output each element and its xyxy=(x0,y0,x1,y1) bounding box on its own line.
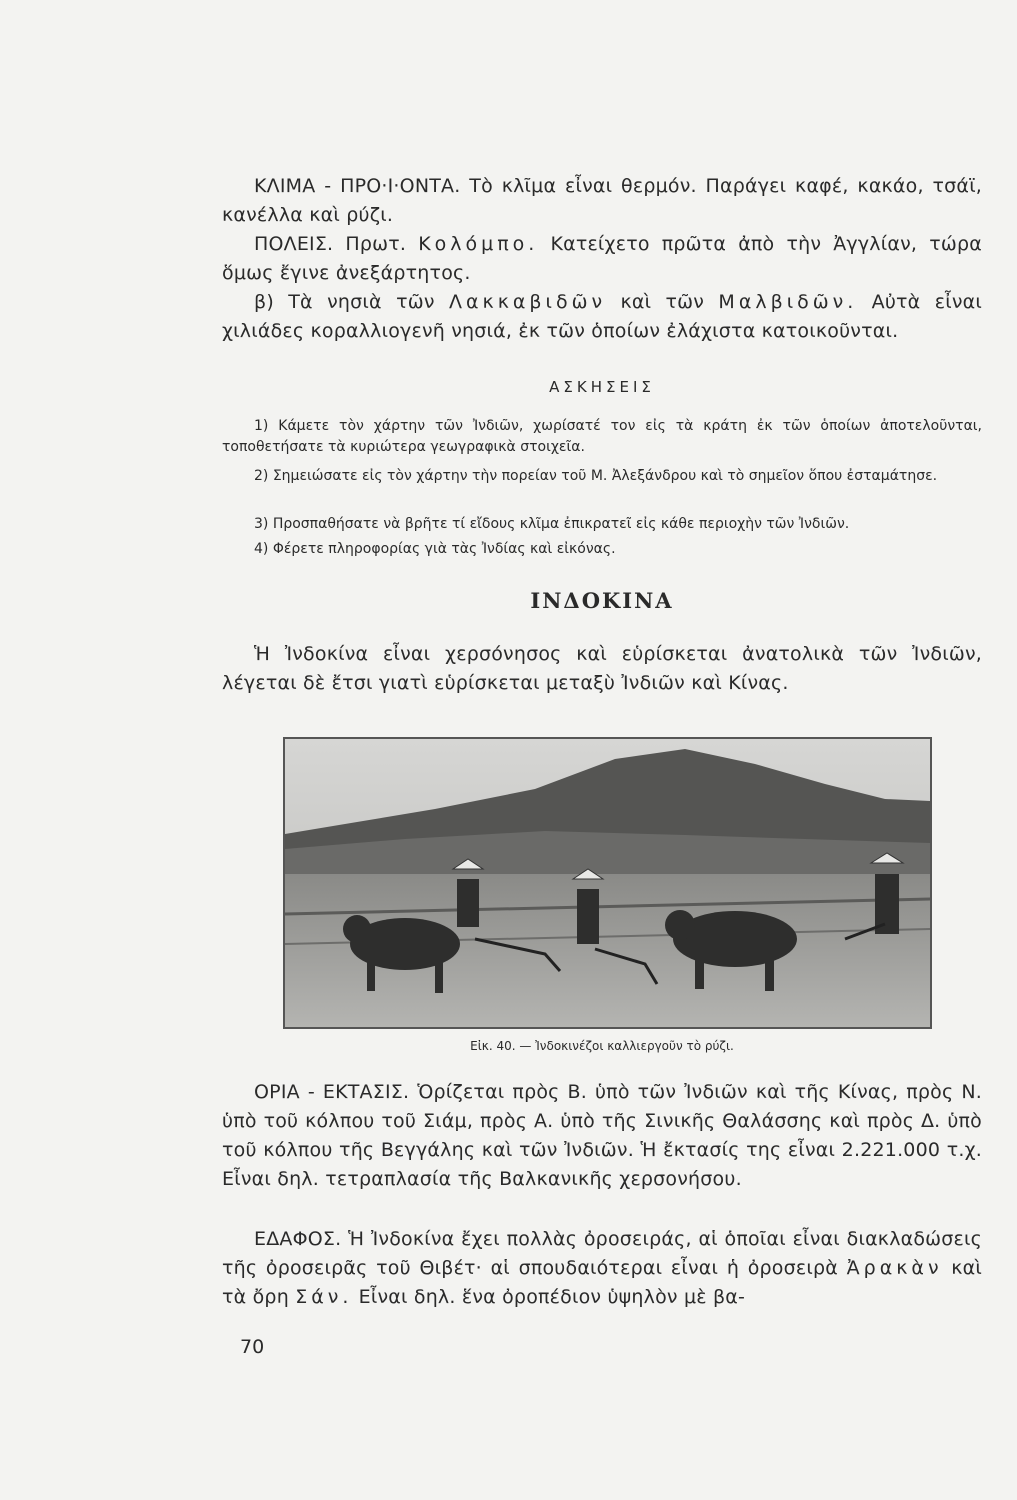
exercise-item: 3) Προσπαθήσατε νὰ βρῆτε τί εἴδους κλῖμα ἐπικρατεῖ εἰς κάθε περιοχὴν τῶν Ἰνδιῶν. xyxy=(254,516,850,532)
rice-farming-photo xyxy=(283,737,932,1029)
islands-name-2: Μαλβιδῶν. xyxy=(718,291,858,313)
indochina-intro: Ἡ Ἰνδοκίνα εἶναι χερσόνησος καὶ εὑρίσκεται ἀνατολικὰ τῶν Ἰνδιῶν, λέγεται δὲ ἔτσι γιατὶ εὑρίσκεται μεταξὺ Ἰνδιῶν καὶ Κίνας. xyxy=(222,643,982,694)
soil-paragraph xyxy=(222,1225,982,1312)
islands-text: Αὐτὰ εἶναι χιλιάδες κοραλλιογενῆ νησιά, ἐκ τῶν ὁποίων ἐλάχιστα κατοικοῦνται. xyxy=(222,291,982,342)
exercise-item: 2) Σημειώσατε εἰς τὸν χάρτην τὴν πορείαν τοῦ Μ. Ἀλεξάνδρου καὶ τὸ σημεῖον ὅπου ἐσταμάτησε. xyxy=(254,468,938,484)
climate-paragraph xyxy=(222,172,982,230)
soil-name-2: Σάν. xyxy=(295,1286,353,1308)
borders-text: Ὁρίζεται πρὸς Β. ὑπὸ τῶν Ἰνδιῶν καὶ τῆς Κίνας, πρὸς Ν. ὑπὸ τοῦ κόλπου τοῦ Σιάμ, πρὸς Α. ὑπὸ τῆς Σινικῆς Θαλάσσης καὶ πρὸς Δ. ὑπὸ τοῦ κόλπου τῆς Βεγγάλης καὶ τῶν Ἰνδιῶν. Ἡ ἔκτασίς της εἶναι 2.221.000 τ.χ. Εἶναι δηλ. τετραπλασία τῆς Βαλκανικῆς χερσονήσου. xyxy=(222,1081,982,1190)
soil-heading: ΕΔΑΦΟΣ. xyxy=(254,1228,342,1250)
islands-prefix: β) Τὰ νησιὰ τῶν xyxy=(254,291,435,313)
section-title: ΙΝΔΟΚΙΝΑ xyxy=(530,588,674,613)
climate-text: Τὸ κλῖμα εἶναι θερμόν. Παράγει καφέ, κακάο, τσάϊ, κανέλλα καὶ ρύζι. xyxy=(222,175,982,226)
page-number: 70 xyxy=(240,1336,265,1358)
exercise-item: 1) Κάμετε τὸν χάρτην τῶν Ἰνδιῶν, χωρίσατέ τον εἰς τὰ κράτη ἐκ τῶν ὁποίων ἀποτελοῦνται, τοποθετήσατε τὰ κυριώτερα γεωγραφικὰ στοιχεῖα. xyxy=(222,418,982,455)
exercise-item: 4) Φέρετε πληροφορίας γιὰ τὰς Ἰνδίας καὶ εἰκόνας. xyxy=(254,541,616,557)
figure-caption: Εἰκ. 40. — Ἰνδοκινέζοι καλλιεργοῦν τὸ ρύζι. xyxy=(470,1039,734,1053)
islands-name-1: Λακκαβιδῶν xyxy=(448,291,607,313)
islands-paragraph xyxy=(222,288,982,346)
soil-text-1: Ἡ Ἰνδοκίνα ἔχει πολλὰς ὀροσειράς, αἱ ὁποῖαι εἶναι διακλαδώσεις τῆς ὀροσειρᾶς τοῦ Θιβέτ· αἱ σπουδαιότεραι εἶναι ἡ ὀροσειρὰ xyxy=(222,1228,982,1279)
exercises-title: ΑΣΚΗΣΕΙΣ xyxy=(549,378,655,396)
borders-paragraph xyxy=(222,1078,982,1194)
cities-text: Κατείχετο πρῶτα ἀπὸ τὴν Ἀγγλίαν, τώρα ὅμως ἔγινε ἀνεξάρτητος. xyxy=(222,233,982,284)
islands-middle: καὶ τῶν xyxy=(620,291,705,313)
capital-label: Πρωτ. xyxy=(345,233,407,255)
capital-name: Κολόμπο. xyxy=(418,233,539,255)
soil-middle: καὶ τὰ ὄρη xyxy=(222,1257,982,1308)
soil-text-2: Εἶναι δηλ. ἕνα ὀροπέδιον ὑψηλὸν μὲ βα- xyxy=(358,1286,746,1308)
cities-paragraph xyxy=(222,230,982,288)
soil-name-1: Ἀρακὰν xyxy=(846,1257,943,1279)
climate-heading: ΚΛΙΜΑ - ΠΡΟ·Ι·ΟΝΤΑ. xyxy=(254,175,461,197)
cities-heading: ΠΟΛΕΙΣ. xyxy=(254,233,334,255)
borders-heading: ΟΡΙΑ - ΕΚΤΑΣΙΣ. xyxy=(254,1081,410,1103)
rice-farming-illustration xyxy=(285,739,930,1027)
